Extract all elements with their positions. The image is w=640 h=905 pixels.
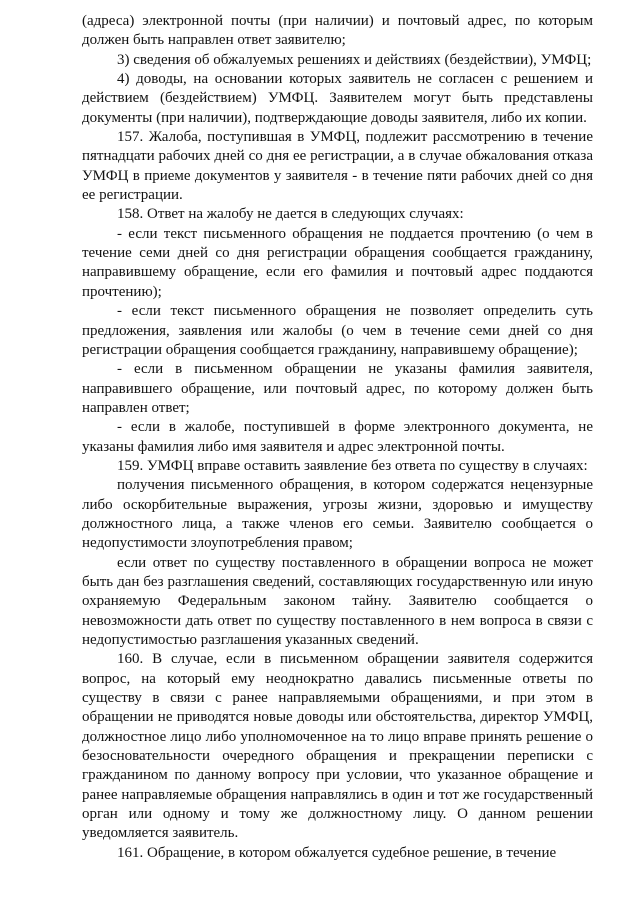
paragraph-email-address: (адреса) электронной почты (при наличии) и почтовый адрес, по которым должен быть направлен ответ заявителю; <box>82 13 593 49</box>
paragraph-159-case-2: если ответ по существу поставленного в обращении вопроса не может быть дан без разглашения сведений, составляющих государственную или иную охраняемую Федеральным законом тайну. Заявителю сообщается о невозможности дать ответ по существу поставленного в нем вопроса в связи с недопустимостью разглашения указанных сведений. <box>82 554 593 648</box>
paragraph-159: 159. УМФЦ вправе оставить заявление без ответа по существу в случаях: <box>117 457 588 474</box>
paragraph-158: 158. Ответ на жалобу не дается в следующих случаях: <box>117 206 464 223</box>
paragraph-158-case-2: - если текст письменного обращения не позволяет определить суть предложения, заявления или жалобы (о чем в течение семи дней со дня регистрации обращения сообщается гражданину, направившему обращение); <box>82 303 593 358</box>
paragraph-161: 161. Обращение, в котором обжалуется судебное решение, в течение <box>117 844 557 861</box>
paragraph-item-3: 3) сведения об обжалуемых решениях и действиях (бездействии), УМФЦ; <box>117 51 592 68</box>
paragraph-158-case-4: - если в жалобе, поступившей в форме электронного документа, не указаны фамилия либо имя заявителя и адрес электронной почты. <box>82 419 593 455</box>
paragraph-160: 160. В случае, если в письменном обращении заявителя содержится вопрос, на который ему неоднократно давались письменные ответы по существу в связи с ранее направляемыми обращениями, и при этом в обращении не приводятся новые доводы или обстоятельства, директор УМФЦ, должностное лицо либо уполномоченное на то лицо вправе принять решение о безосновательности очередного обращения и прекращении переписки с гражданином по данному вопросу при условии, что указанное обращение и ранее направляемые обращения направлялись в один и тот же государственный орган или одному и тому же должностному лицу. О данном решении уведомляется заявитель. <box>82 651 593 842</box>
paragraph-159-case-1: получения письменного обращения, в котором содержатся нецензурные либо оскорбительные выражения, угрозы жизни, здоровью и имуществу должностного лица, а также членов его семьи. Заявителю сообщается о недопустимости злоупотребления правом; <box>82 477 593 552</box>
paragraph-item-4: 4) доводы, на основании которых заявитель не согласен с решением и действием (бездействием) УМФЦ. Заявителем могут быть представлены документы (при наличии), подтверждающие доводы заявителя, либо их копии. <box>82 71 593 126</box>
paragraph-158-case-1: - если текст письменного обращения не поддается прочтению (о чем в течение семи дней со дня регистрации обращения сообщается гражданину, направившему обращение, если его фамилия и почтовый адрес поддаются прочтению); <box>82 225 593 300</box>
paragraph-158-case-3: - если в письменном обращении не указаны фамилия заявителя, направившего обращение, или почтовый адрес, по которому должен быть направлен ответ; <box>82 361 593 416</box>
paragraph-157: 157. Жалоба, поступившая в УМФЦ, подлежит рассмотрению в течение пятнадцати рабочих дней со дня ее регистрации, а в случае обжалования отказа УМФЦ в приеме документов у заявителя - в течение пяти рабочих дней со дня ее регистрации. <box>82 129 593 204</box>
